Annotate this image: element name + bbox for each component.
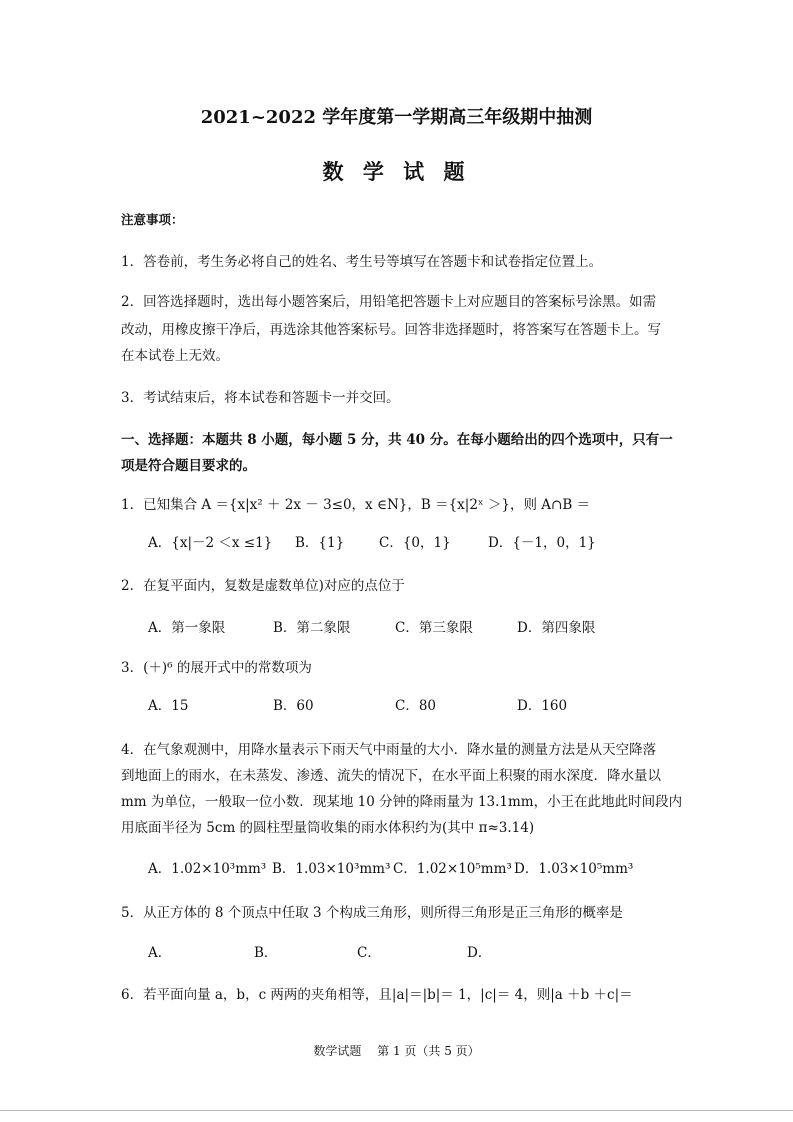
option-d: D．第四象限 [517,620,596,636]
notice-item: 2．回答选择题时，选出每小题答案后，用铅笔把答题卡上对应题目的答案标号涂黑。如需 [121,294,657,310]
page-footer: 数学试题 第 1 页（共 5 页） [313,1044,480,1058]
page-bottom-divider [0,1110,793,1111]
option-b: B．第二象限 [273,620,351,636]
option-c: C．80 [395,698,437,714]
option-b: B． [254,945,278,961]
option-c: C．第三象限 [395,620,473,636]
option-c: C．1.02×10⁵mm³ [393,861,512,877]
option-c: C． [357,945,381,961]
option-b: B．1.03×10³mm³ [272,861,391,877]
subject-title: 数 学 试 题 [322,159,471,184]
option-d: D．{－1，0，1} [488,535,596,551]
notice-item: 3．考试结束后，将本试卷和答题卡一并交回。 [121,390,400,406]
option-d: D．1.03×10⁵mm³ [514,861,634,877]
question-2: 2．在复平面内，复数是虚数单位)对应的点位于 [121,578,405,594]
question-4: 用底面半径为 5cm 的圆柱型量筒收集的雨水体积约为(其中 π≈3.14) [121,820,535,836]
exam-title: 2021~2022 学年度第一学期高三年级期中抽测 [200,107,593,128]
question-4: mm 为单位，一般取一位小数．现某地 10 分钟的降雨量为 13.1mm，小王在此地此时间段内 [121,794,683,810]
option-a: A．1.02×10³mm³ [148,861,267,877]
option-c: C．{0，1} [379,535,451,551]
section-heading: 一、选择题：本题共 8 小题，每小题 5 分，共 40 分。在每小题给出的四个选项中，只有一 [121,432,673,448]
option-a: A．第一象限 [148,620,226,636]
notice-item: 1．答卷前，考生务必将自己的姓名、考生号等填写在答题卡和试卷指定位置上。 [121,254,603,270]
question-1: 1．已知集合 A ＝{x|x² ＋ 2x － 3≤0，x ∈N}，B ＝{x|2ˣ ＞}，则 A∩B ＝ [121,497,591,513]
option-b: B．{1} [295,535,345,551]
option-d: D．160 [517,698,568,714]
option-a: A． [148,945,172,961]
section-heading: 项是符合题目要求的。 [121,458,256,474]
question-5: 5．从正方体的 8 个顶点中任取 3 个构成三角形，则所得三角形是正三角形的概率是 [121,905,623,921]
option-a: A．15 [148,698,189,714]
question-3: 3．(＋)⁶ 的展开式中的常数项为 [121,660,312,676]
notice-item: 在本试卷上无效。 [121,348,229,364]
notice-item: 改动，用橡皮擦干净后，再选涂其他答案标号。回答非选择题时，将答案写在答题卡上。写 [121,322,661,338]
option-b: B．60 [273,698,314,714]
option-d: D． [467,945,492,961]
question-4: 4．在气象观测中，用降水量表示下雨天气中雨量的大小．降水量的测量方法是从天空降落 [121,742,657,758]
question-6: 6．若平面向量 a，b，c 两两的夹角相等，且|a|＝|b|＝ 1，|c|＝ 4，则|a ＋b ＋c|＝ [121,987,633,1003]
notice-heading: 注意事项： [121,212,184,227]
option-a: A．{x|－2 ＜x ≤1} [148,535,273,551]
question-4: 到地面上的雨水，在未蒸发、渗透、流失的情况下，在水平面上积聚的雨水深度．降水量以 [121,768,661,784]
